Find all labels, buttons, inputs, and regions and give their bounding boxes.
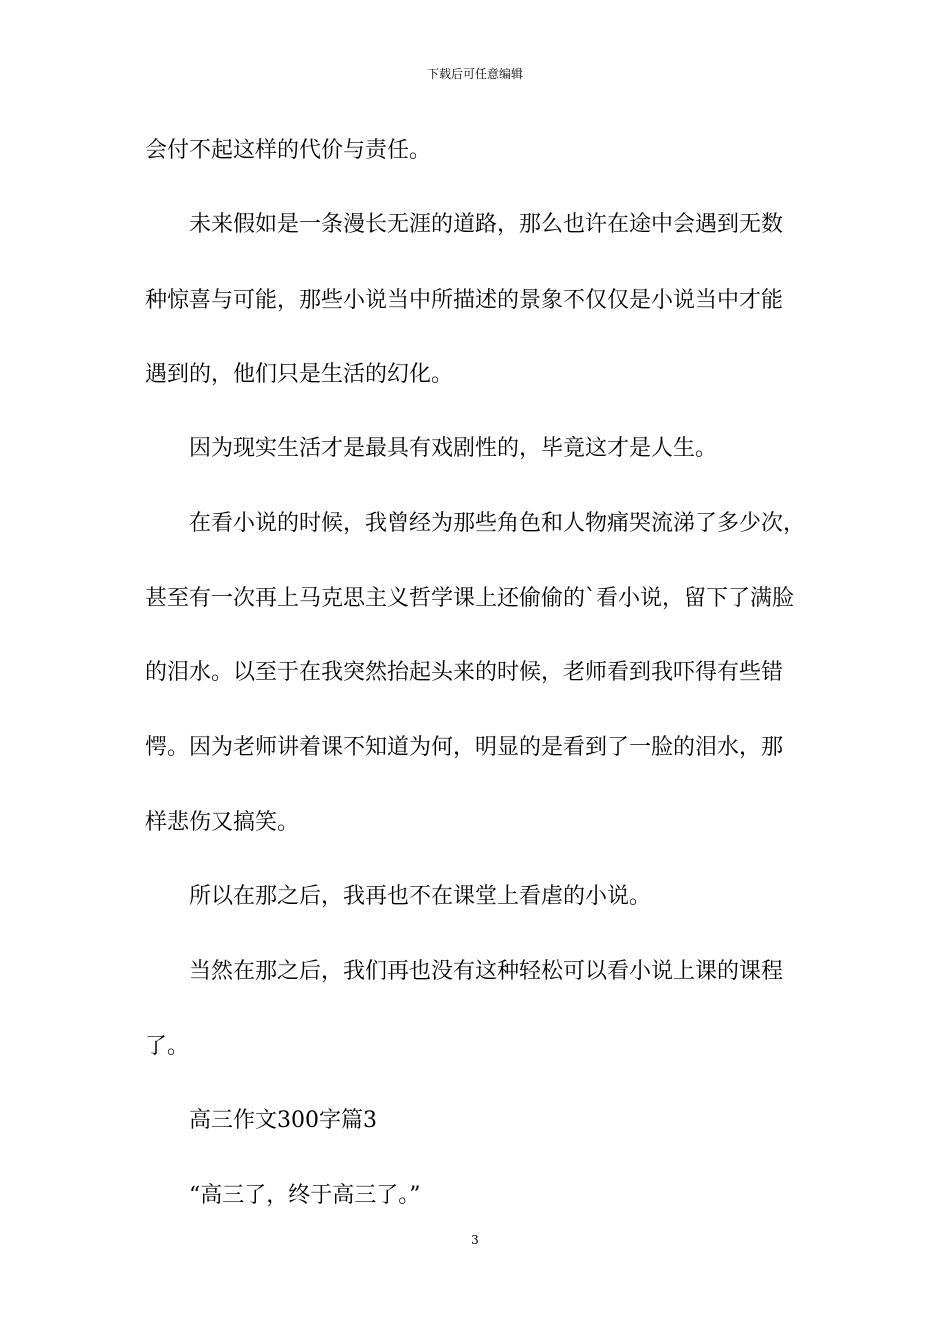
text-line: 会付不起这样的代价与责任。 bbox=[145, 138, 432, 163]
text-line: 遇到的，他们只是生活的幻化。 bbox=[145, 362, 454, 387]
page-number: 3 bbox=[471, 1233, 479, 1247]
text-line: 未来假如是一条漫长无涯的道路，那么也许在途中会遇到无数 bbox=[145, 212, 784, 237]
page-header: 下载后可任意编辑 bbox=[426, 67, 523, 81]
text-line: 样悲伤又搞笑。 bbox=[145, 810, 300, 835]
text-line: 甚至有一次再上马克思主义哲学课上还偷偷的`看小说，留下了满脸 bbox=[145, 586, 795, 611]
text-line: 的泪水。以至于在我突然抬起头来的时候，老师看到我吓得有些错 bbox=[145, 660, 784, 685]
section-heading: 高三作文300字篇3 bbox=[145, 1108, 377, 1133]
text-line: 当然在那之后，我们再也没有这种轻松可以看小说上课的课程 bbox=[145, 959, 784, 984]
text-line: 所以在那之后，我再也不在课堂上看虐的小说。 bbox=[145, 884, 652, 909]
text-line: 种惊喜与可能，那些小说当中所描述的景象不仅仅是小说当中才能 bbox=[145, 288, 784, 313]
text-line: 了。 bbox=[145, 1034, 190, 1059]
text-line: 在看小说的时候，我曾经为那些角色和人物痛哭流涕了多少次， bbox=[145, 511, 806, 536]
text-line: 愕。因为老师讲着课不知道为何，明显的是看到了一脸的泪水，那 bbox=[145, 735, 784, 760]
text-line: “高三了，终于高三了。” bbox=[145, 1183, 421, 1208]
text-line: 因为现实生活才是最具有戏剧性的，毕竟这才是人生。 bbox=[145, 436, 718, 461]
